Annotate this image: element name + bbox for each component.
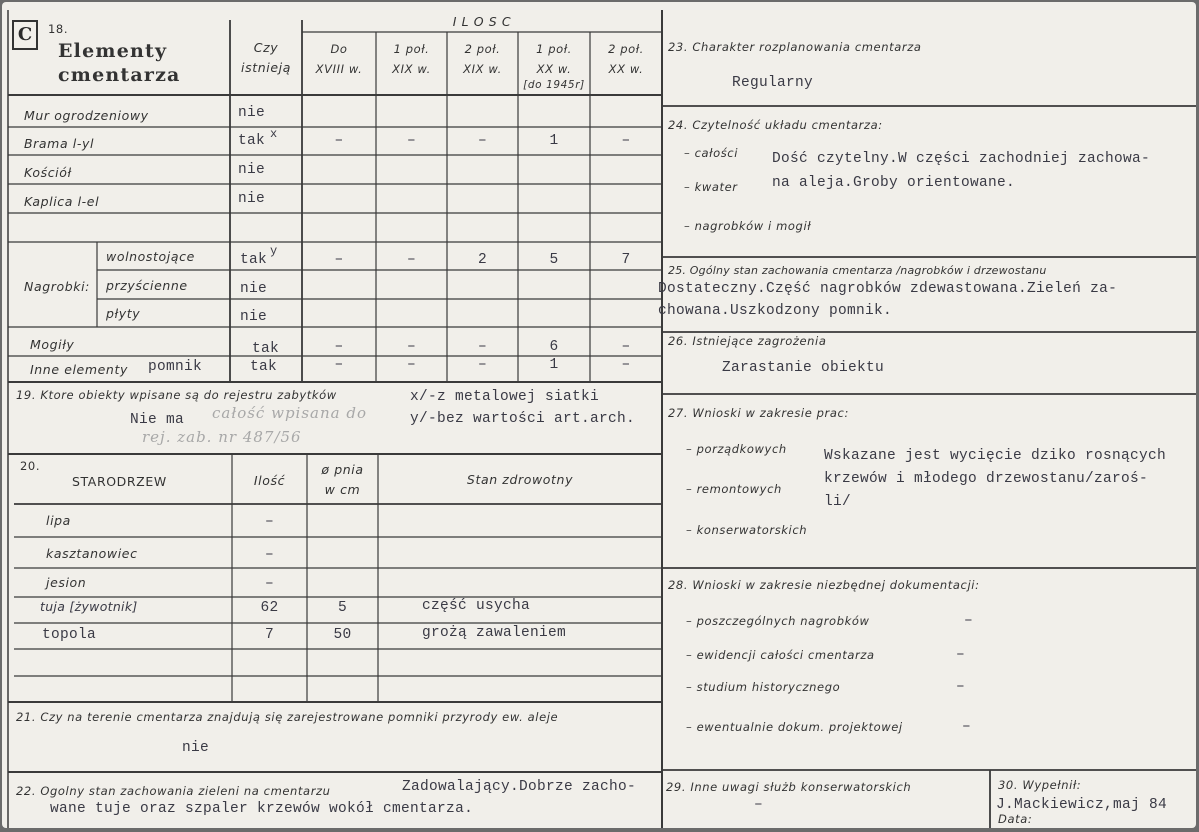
element-name: Mur ogrodzeniowy: [24, 108, 149, 123]
mogily-name: Mogiły: [30, 337, 75, 352]
s19-label: 19. Ktore obiekty wpisane są do rejestru zabytków: [16, 388, 337, 402]
period-header-century: XX w.: [536, 62, 572, 76]
element-name: Kościół: [24, 165, 72, 180]
s19-note-y: y/-bez wartości art.arch.: [410, 411, 636, 427]
s19-note-x: x/-z metalowej siatki: [410, 389, 600, 405]
col-exists-label-2: istnieją: [241, 60, 291, 75]
period-header-century: XX w.: [608, 62, 644, 76]
s25-value-line2: chowana.Uszkodzony pomnik.: [658, 303, 893, 319]
s27-value-line3: li/: [824, 494, 852, 510]
quantity-header: I L O S C: [452, 14, 512, 29]
quantity-cell: –: [406, 133, 416, 149]
footnote-mark: x: [270, 127, 278, 141]
quantity-cell: 1: [549, 357, 559, 373]
s24-value-line1: Dość czytelny.W części zachodniej zachowa-: [772, 151, 1151, 167]
tree-name: kasztanowiec: [46, 546, 138, 561]
quantity-cell: –: [621, 133, 631, 149]
s26-label: 26. Istniejące zagrożenia: [668, 334, 827, 348]
quantity-cell: –: [477, 339, 487, 355]
s28-item-label: – studium historycznego: [686, 680, 841, 694]
s27-value-line1: Wskazane jest wycięcie dziko rosnących: [824, 448, 1167, 464]
nagrobki-type: wolnostojące: [106, 249, 195, 264]
quantity-cell: –: [621, 339, 631, 355]
quantity-cell: –: [406, 252, 416, 268]
period-header: 1 poł.: [536, 42, 572, 56]
quantity-cell: –: [477, 133, 487, 149]
s20-col-state: Stan zdrowotny: [466, 472, 574, 487]
s28-item-label: – ewidencji całości cmentarza: [686, 648, 875, 662]
period-header-century: XIX w.: [463, 62, 502, 76]
other-elements-typed: pomnik: [148, 359, 203, 375]
nagrobki-exists: nie: [240, 309, 268, 325]
s19-value: Nie ma: [130, 412, 185, 428]
s20-col-qty: Ilość: [253, 473, 286, 488]
s30-value: J.Mackiewicz,maj 84: [996, 797, 1168, 813]
period-header: Do: [330, 42, 348, 56]
quantity-cell: –: [621, 357, 631, 373]
section-number: 18.: [48, 22, 69, 36]
tree-quantity: 7: [264, 627, 274, 643]
quantity-cell: –: [334, 357, 344, 373]
s27-value-line2: krzewów i młodego drzewostanu/zaroś-: [824, 471, 1149, 487]
s20-col-diam: ø pnia: [321, 462, 364, 477]
tree-quantity: –: [264, 514, 274, 530]
s22-value-line2: wane tuje oraz szpaler krzewów wokół cmentarza.: [50, 801, 474, 817]
s25-label: 25. Ogólny stan zachowania cmentarza /nagrobków i drzewostanu: [668, 264, 1047, 277]
nagrobki-label: Nagrobki:: [24, 279, 90, 294]
s28-item-value: –: [964, 613, 974, 629]
other-elements-name: Inne elementy: [30, 362, 128, 377]
quantity-cell: –: [406, 339, 416, 355]
s30-date-label: Data:: [998, 812, 1033, 826]
s21-label: 21. Czy na terenie cmentarza znajdują się zarejestrowane pomniki przyrody ew. aleje: [16, 710, 559, 724]
s19-handwritten-1: całość wpisana do: [212, 404, 367, 422]
quantity-cell: 5: [549, 252, 559, 268]
s27-sub-conservation: – konserwatorskich: [686, 523, 808, 537]
s23-label: 23. Charakter rozplanowania cmentarza: [668, 40, 922, 54]
s30-label: 30. Wypełnił:: [998, 778, 1082, 792]
period-header-note: [do 1945r]: [523, 79, 585, 91]
s21-value: nie: [182, 740, 210, 756]
s22-value-line1: Zadowalający.Dobrze zacho-: [402, 779, 637, 795]
s24-sub-quarters: – kwater: [684, 180, 738, 194]
s28-item-value: –: [956, 647, 966, 663]
period-header-century: XIX w.: [392, 62, 431, 76]
s24-sub-graves: – nagrobków i mogił: [684, 219, 812, 233]
element-exists: nie: [238, 105, 266, 121]
period-header: 2 poł.: [608, 42, 644, 56]
quantity-cell: 7: [621, 252, 631, 268]
s24-label: 24. Czytelność układu cmentarza:: [668, 118, 883, 132]
period-header-century: XVIII w.: [315, 62, 363, 76]
quantity-cell: –: [334, 252, 344, 268]
tree-quantity: 62: [260, 600, 279, 616]
section-letter: C: [12, 20, 38, 50]
tree-name: jesion: [46, 575, 87, 590]
s20-col-diam-unit: w cm: [324, 482, 361, 497]
quantity-cell: –: [334, 133, 344, 149]
other-elements-exists: tak: [250, 359, 278, 375]
period-header: 2 poł.: [464, 42, 501, 56]
s29-value: –: [754, 797, 764, 813]
period-header: 1 poł.: [393, 42, 430, 56]
table-title-line1: Elementy: [58, 40, 168, 62]
quantity-cell: 2: [477, 252, 487, 268]
s23-value: Regularny: [732, 75, 814, 91]
s28-item-label: – ewentualnie dokum. projektowej: [686, 720, 903, 734]
nagrobki-exists: tak: [240, 252, 268, 268]
tree-name: tuja [żywotnik]: [40, 599, 138, 614]
element-name: Kaplica l-el: [24, 194, 100, 209]
s28-item-value: –: [956, 679, 966, 695]
s27-label: 27. Wnioski w zakresie prac:: [668, 406, 849, 420]
s26-value: Zarastanie obiektu: [722, 360, 885, 376]
tree-diameter: 5: [337, 600, 347, 616]
s27-sub-cleanup: – porządkowych: [686, 442, 787, 456]
s24-value-line2: na aleja.Groby orientowane.: [772, 175, 1016, 191]
footnote-mark: y: [270, 244, 278, 258]
quantity-cell: 6: [549, 339, 559, 355]
element-exists: tak: [238, 133, 266, 149]
quantity-cell: –: [406, 357, 416, 373]
quantity-cell: –: [477, 357, 487, 373]
tree-name: lipa: [46, 513, 71, 528]
s27-sub-repair: – remontowych: [686, 482, 782, 496]
s28-label: 28. Wnioski w zakresie niezbędnej dokumentacji:: [668, 578, 980, 592]
s20-col-name: STARODRZEW: [72, 474, 167, 489]
nagrobki-type: przyścienne: [106, 278, 188, 293]
record-card: [2, 2, 1196, 828]
element-exists: nie: [238, 191, 266, 207]
element-exists: nie: [238, 162, 266, 178]
s24-sub-whole: – całości: [684, 146, 739, 160]
s25-value-line1: Dostateczny.Część nagrobków zdewastowana.Zieleń za-: [658, 281, 1118, 297]
mogily-exists: tak: [252, 341, 280, 357]
tree-quantity: –: [264, 547, 274, 563]
tree-name: topola: [42, 627, 97, 643]
tree-diameter: 50: [333, 627, 352, 643]
tree-health: część usycha: [422, 598, 531, 614]
nagrobki-type: płyty: [106, 306, 141, 321]
tree-quantity: –: [264, 576, 274, 592]
s19-handwritten-2: rej. zab. nr 487/56: [142, 428, 302, 446]
nagrobki-exists: nie: [240, 281, 268, 297]
quantity-cell: 1: [549, 133, 559, 149]
s29-label: 29. Inne uwagi służb konserwatorskich: [666, 780, 912, 794]
element-name: Brama l-yl: [24, 136, 95, 151]
s28-item-value: –: [962, 719, 972, 735]
s28-item-label: – poszczególnych nagrobków: [686, 614, 870, 628]
col-exists-label: Czy: [253, 40, 279, 55]
table-title-line2: cmentarza: [58, 64, 181, 86]
s22-label: 22. Ogolny stan zachowania zieleni na cmentarzu: [16, 784, 331, 798]
s20-number: 20.: [20, 459, 41, 473]
tree-health: grożą zawaleniem: [422, 625, 567, 641]
quantity-cell: –: [334, 339, 344, 355]
